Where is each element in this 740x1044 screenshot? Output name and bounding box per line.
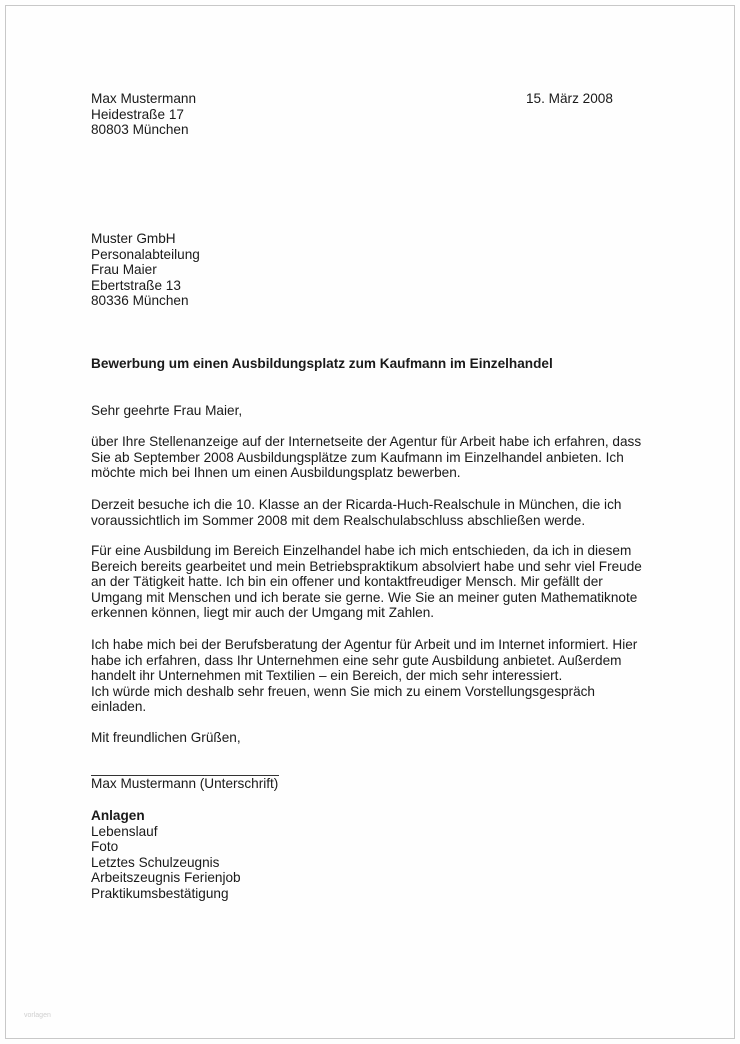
sender-name: Max Mustermann <box>91 91 197 106</box>
paragraph-line: möchte mich bei Ihnen um einen Ausbildungsplatz bewerben. <box>91 465 461 481</box>
letter-date: 15. März 2008 <box>526 91 613 106</box>
paragraph-line: Für eine Ausbildung im Bereich Einzelhandel habe ich mich entschieden, da ich in diesem <box>91 543 632 558</box>
recipient-city: 80336 München <box>91 293 189 309</box>
sender-city: 80803 München <box>91 122 189 138</box>
recipient-address <box>91 231 200 309</box>
footer-watermark: vorlagen <box>24 1012 51 1019</box>
paragraph-line: Derzeit besuche ich die 10. Klasse an der Ricarda-Huch-Realschule in München, die ich <box>91 497 622 512</box>
paragraph-line: Bereich bereits gearbeitet und mein Betriebspraktikum absolviert habe und sehr viel Freude <box>91 558 642 574</box>
salutation <box>91 403 242 419</box>
attachment-item: Lebenslauf <box>91 823 158 839</box>
paragraph-line: an der Tätigkeit hatte. Ich bin ein offener und kontaktfreudiger Mensch. Mir gefällt der <box>91 574 603 590</box>
attachments-heading: Anlagen <box>91 808 145 823</box>
closing <box>91 730 241 746</box>
paragraph-3 <box>91 543 642 621</box>
attachments <box>91 808 241 902</box>
closing-text: Mit freundlichen Grüßen, <box>91 730 241 745</box>
paragraph-2 <box>91 497 621 528</box>
sender-address <box>91 91 196 138</box>
paragraph-line: über Ihre Stellenanzeige auf der Internetseite der Agentur für Arbeit habe ich erfahren, dass <box>91 434 642 449</box>
recipient-company: Muster GmbH <box>91 231 176 246</box>
paragraph-1 <box>91 434 641 481</box>
recipient-contact: Frau Maier <box>91 262 157 278</box>
sender-street: Heidestraße 17 <box>91 106 184 122</box>
attachment-item: Foto <box>91 839 119 855</box>
paragraph-line: habe ich erfahren, dass Ihr Unternehmen eine sehr gute Ausbildung anbietet. Außerdem <box>91 652 622 668</box>
paragraph-line: einladen. <box>91 699 147 715</box>
salutation-text: Sehr geehrte Frau Maier, <box>91 403 243 418</box>
paragraph-4 <box>91 637 637 715</box>
attachment-item: Letztes Schulzeugnis <box>91 854 220 870</box>
paragraph-line: Ich würde mich deshalb sehr freuen, wenn Sie mich zu einem Vorstellungsgespräch <box>91 683 595 699</box>
signature-text: Max Mustermann (Unterschrift) <box>91 776 279 791</box>
attachment-item: Arbeitszeugnis Ferienjob <box>91 870 241 886</box>
paragraph-line: Ich habe mich bei der Berufsberatung der Agentur für Arbeit und im Internet informiert. Hier <box>91 637 638 652</box>
attachment-item: Praktikumsbestätigung <box>91 885 229 901</box>
paragraph-line: voraussichtlich im Sommer 2008 mit dem Realschulabschluss abschließen werde. <box>91 512 586 528</box>
paragraph-line: erkennen können, liegt mir auch der Umgang mit Zahlen. <box>91 605 435 621</box>
signature <box>91 776 278 792</box>
recipient-department: Personalabteilung <box>91 246 200 262</box>
subject-line: Bewerbung um einen Ausbildungsplatz zum Kaufmann im Einzelhandel <box>91 356 553 371</box>
paragraph-line: handelt ihr Unternehmen mit Textilien – ein Bereich, der mich sehr interessiert. <box>91 668 563 684</box>
paragraph-line: Umgang mit Menschen und ich berate sie gerne. Wie Sie an meiner guten Mathematiknote <box>91 589 638 605</box>
paragraph-line: Sie ab September 2008 Ausbildungsplätze zum Kaufmann im Einzelhandel anbieten. Ich <box>91 449 624 465</box>
recipient-street: Ebertstraße 13 <box>91 277 181 293</box>
